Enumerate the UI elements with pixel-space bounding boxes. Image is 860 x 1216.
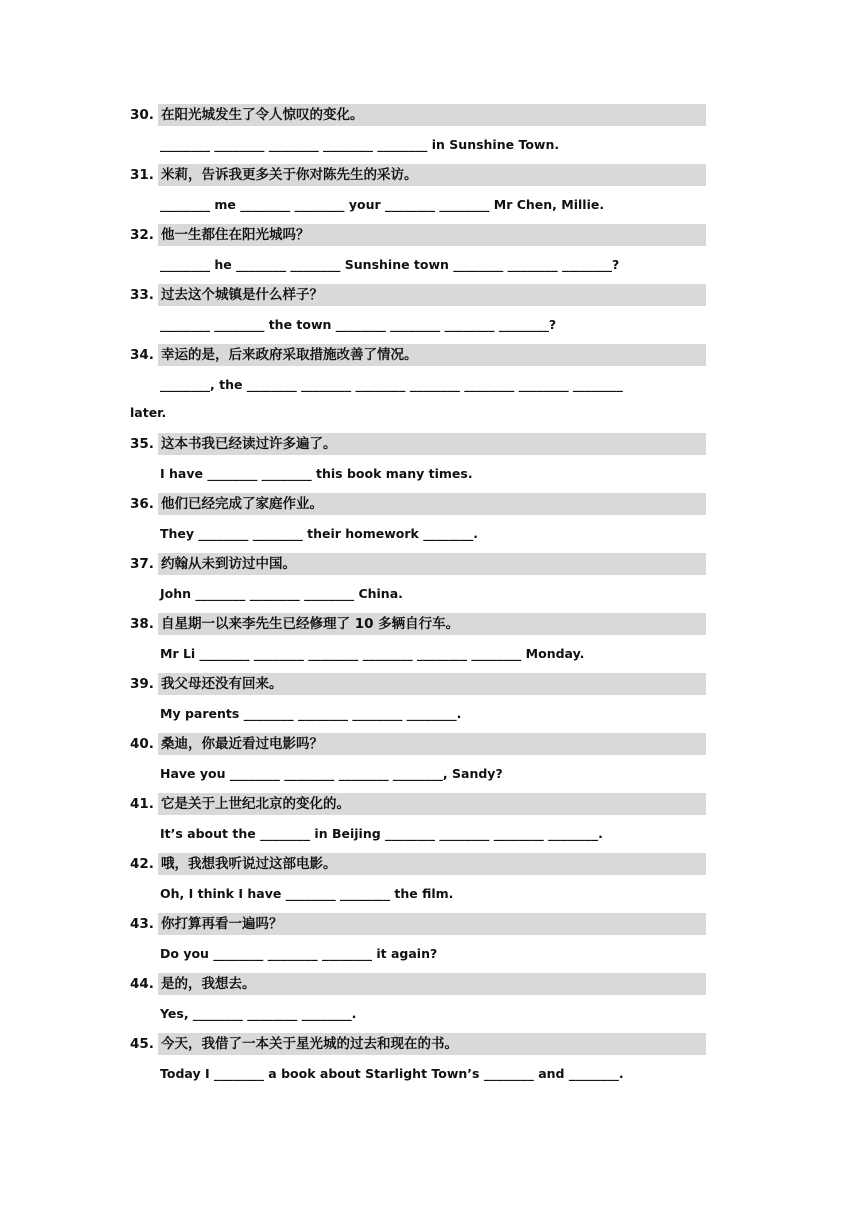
question-chinese: 约翰从未到访过中国。 xyxy=(158,553,706,575)
answer-line: They ________ ________ their homework ________. xyxy=(160,526,478,541)
question-number: 41. xyxy=(130,796,154,812)
question-number: 32. xyxy=(130,227,154,243)
question-number: 38. xyxy=(130,616,154,632)
question-chinese: 米莉，告诉我更多关于你对陈先生的采访。 xyxy=(158,164,706,186)
question-number: 45. xyxy=(130,1036,154,1052)
answer-line: ________, the ________ ________ ________ ________ ________ ________ ________ xyxy=(160,377,623,392)
question-chinese: 幸运的是，后来政府采取措施改善了情况。 xyxy=(158,344,706,366)
answer-line: Do you ________ ________ ________ it again? xyxy=(160,946,438,961)
answer-line: Mr Li ________ ________ ________ ________ ________ ________ Monday. xyxy=(160,646,585,661)
answer-line: Yes, ________ ________ ________. xyxy=(160,1006,357,1021)
question-number: 43. xyxy=(130,916,154,932)
question-chinese: 今天，我借了一本关于星光城的过去和现在的书。 xyxy=(158,1033,706,1055)
question-number: 42. xyxy=(130,856,154,872)
answer-line: Today I ________ a book about Starlight Town’s ________ and ________. xyxy=(160,1066,624,1081)
answer-continuation: later. xyxy=(130,405,167,420)
question-chinese: 自星期一以来李先生已经修理了 10 多辆自行车。 xyxy=(158,613,706,635)
answer-line: Have you ________ ________ ________ ________, Sandy? xyxy=(160,766,503,781)
answer-line: My parents ________ ________ ________ ________. xyxy=(160,706,462,721)
question-number: 35. xyxy=(130,436,154,452)
question-chinese: 过去这个城镇是什么样子？ xyxy=(158,284,706,306)
question-number: 30. xyxy=(130,107,154,123)
question-chinese: 桑迪，你最近看过电影吗？ xyxy=(158,733,706,755)
question-chinese: 他们已经完成了家庭作业。 xyxy=(158,493,706,515)
question-number: 34. xyxy=(130,347,154,363)
answer-line: ________ he ________ ________ Sunshine town ________ ________ ________? xyxy=(160,257,620,272)
answer-line: I have ________ ________ this book many times. xyxy=(160,466,473,481)
answer-line: John ________ ________ ________ China. xyxy=(160,586,403,601)
answer-line: ________ ________ ________ ________ ________ in Sunshine Town. xyxy=(160,137,560,152)
question-chinese: 是的，我想去。 xyxy=(158,973,706,995)
question-chinese: 你打算再看一遍吗？ xyxy=(158,913,706,935)
question-number: 39. xyxy=(130,676,154,692)
question-number: 33. xyxy=(130,287,154,303)
answer-line: Oh, I think I have ________ ________ the film. xyxy=(160,886,454,901)
question-number: 37. xyxy=(130,556,154,572)
question-chinese: 他一生都住在阳光城吗？ xyxy=(158,224,706,246)
question-chinese: 我父母还没有回来。 xyxy=(158,673,706,695)
question-chinese: 它是关于上世纪北京的变化的。 xyxy=(158,793,706,815)
question-number: 40. xyxy=(130,736,154,752)
question-chinese: 在阳光城发生了令人惊叹的变化。 xyxy=(158,104,706,126)
question-chinese: 哦，我想我听说过这部电影。 xyxy=(158,853,706,875)
question-number: 36. xyxy=(130,496,154,512)
answer-line: ________ ________ the town ________ ________ ________ ________? xyxy=(160,317,557,332)
answer-line: ________ me ________ ________ your ________ ________ Mr Chen, Millie. xyxy=(160,197,605,212)
question-number: 31. xyxy=(130,167,154,183)
question-number: 44. xyxy=(130,976,154,992)
answer-line: It’s about the ________ in Beijing ________ ________ ________ ________. xyxy=(160,826,603,841)
question-chinese: 这本书我已经读过许多遍了。 xyxy=(158,433,706,455)
